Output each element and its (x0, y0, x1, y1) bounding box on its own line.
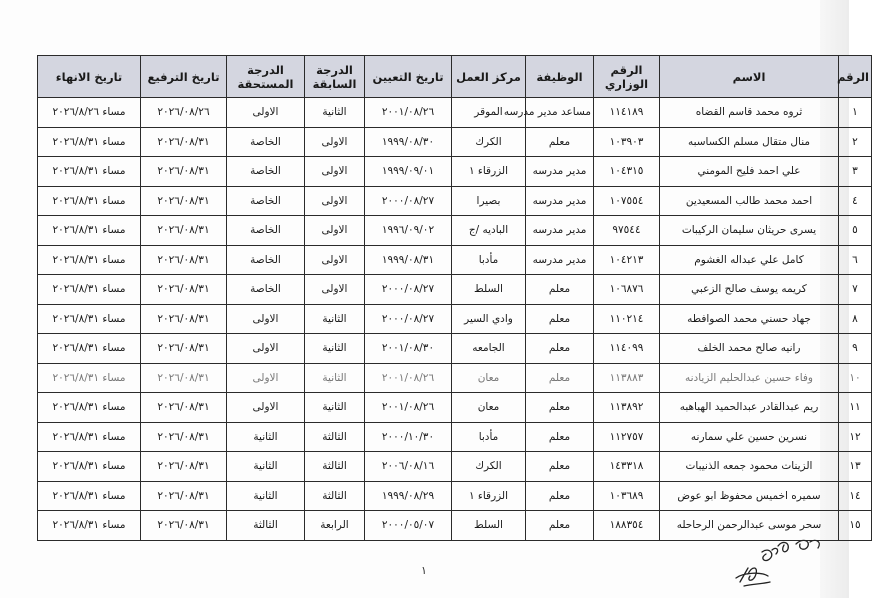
cell-name: نسرين حسين علي سمارنه (660, 422, 839, 452)
cell-job: مدير مدرسه (526, 157, 594, 187)
header-end-date: تاريخ الانهاء (38, 56, 141, 98)
cell-ministry-id: ١٠٣٦٨٩ (594, 481, 660, 511)
cell-prev-grade: الثالثة (305, 481, 365, 511)
cell-ministry-id: ١٠٤٣١٥ (594, 157, 660, 187)
cell-name: الزينات محمود جمعه الذنيبات (660, 452, 839, 482)
cell-promotion-date: ٢٠٢٦/٠٨/٣١ (141, 304, 227, 334)
cell-num: ١٠ (839, 363, 872, 393)
table-row (38, 98, 872, 128)
header-ministry-id: الرقم الوزاري (594, 56, 660, 98)
table-row (38, 127, 872, 157)
cell-work-center: الزرقاء ١ (452, 481, 526, 511)
cell-promotion-date: ٢٠٢٦/٠٨/٣١ (141, 363, 227, 393)
cell-job: معلم (526, 422, 594, 452)
cell-job: معلم (526, 275, 594, 305)
cell-work-center: معان (452, 393, 526, 423)
cell-prev-grade: الاولى (305, 127, 365, 157)
cell-work-center: مأدبا (452, 245, 526, 275)
cell-end-date: مساء ٢٠٢٦/٨/٢٦ (38, 98, 141, 128)
table-row (38, 157, 872, 187)
cell-num: ١٤ (839, 481, 872, 511)
cell-work-center: بصيرا (452, 186, 526, 216)
cell-prev-grade: الثانية (305, 98, 365, 128)
cell-work-center: السلط (452, 275, 526, 305)
cell-appointment-date: ٢٠٠١/٠٨/٢٦ (365, 98, 452, 128)
cell-name: جهاد حسني محمد الصوافطه (660, 304, 839, 334)
promotion-table (37, 55, 872, 541)
cell-work-center: الجامعه (452, 334, 526, 364)
cell-due-grade: الثانية (227, 452, 305, 482)
cell-num: ١٥ (839, 511, 872, 541)
cell-work-center: الكرك (452, 452, 526, 482)
cell-end-date: مساء ٢٠٢٦/٨/٣١ (38, 275, 141, 305)
cell-num: ٢ (839, 127, 872, 157)
cell-work-center: وادي السير (452, 304, 526, 334)
cell-name: احمد محمد طالب المسعيدين (660, 186, 839, 216)
cell-due-grade: الخاصة (227, 275, 305, 305)
cell-end-date: مساء ٢٠٢٦/٨/٣١ (38, 363, 141, 393)
header-name: الاسم (660, 56, 839, 98)
cell-num: ٥ (839, 216, 872, 246)
cell-promotion-date: ٢٠٢٦/٠٨/٢٦ (141, 98, 227, 128)
cell-due-grade: الخاصة (227, 157, 305, 187)
cell-num: ٦ (839, 245, 872, 275)
cell-promotion-date: ٢٠٢٦/٠٨/٣١ (141, 393, 227, 423)
header-prev-grade: الدرجة السابقة (305, 56, 365, 98)
table-row (38, 363, 872, 393)
cell-end-date: مساء ٢٠٢٦/٨/٣١ (38, 304, 141, 334)
cell-end-date: مساء ٢٠٢٦/٨/٣١ (38, 216, 141, 246)
cell-ministry-id: ١٠٧٥٥٤ (594, 186, 660, 216)
cell-due-grade: الاولى (227, 393, 305, 423)
cell-appointment-date: ٢٠٠٠/١٠/٣٠ (365, 422, 452, 452)
table-row (38, 275, 872, 305)
cell-ministry-id: ١١٤٠٩٩ (594, 334, 660, 364)
header-appointment-date: تاريخ التعيين (365, 56, 452, 98)
cell-work-center: معان (452, 363, 526, 393)
table-row (38, 186, 872, 216)
cell-name: ريم عبدالقادر عبدالحميد الهباهبه (660, 393, 839, 423)
cell-appointment-date: ١٩٩٩/٠٩/٠١ (365, 157, 452, 187)
cell-prev-grade: الثالثة (305, 422, 365, 452)
cell-prev-grade: الرابعة (305, 511, 365, 541)
cell-prev-grade: الثانية (305, 304, 365, 334)
cell-due-grade: الخاصة (227, 186, 305, 216)
cell-prev-grade: الثانية (305, 334, 365, 364)
cell-end-date: مساء ٢٠٢٦/٨/٣١ (38, 422, 141, 452)
table-row (38, 334, 872, 364)
cell-end-date: مساء ٢٠٢٦/٨/٣١ (38, 245, 141, 275)
cell-job: مدير مدرسه (526, 186, 594, 216)
cell-end-date: مساء ٢٠٢٦/٨/٣١ (38, 157, 141, 187)
cell-appointment-date: ٢٠٠٠/٠٨/٢٧ (365, 275, 452, 305)
cell-ministry-id: ١١٤١٨٩ (594, 98, 660, 128)
cell-end-date: مساء ٢٠٢٦/٨/٣١ (38, 186, 141, 216)
cell-num: ٨ (839, 304, 872, 334)
cell-due-grade: الخاصة (227, 245, 305, 275)
cell-job: مدير مدرسه (526, 245, 594, 275)
cell-due-grade: الاولى (227, 363, 305, 393)
cell-prev-grade: الثانية (305, 393, 365, 423)
cell-ministry-id: ١١٣٨٨٣ (594, 363, 660, 393)
cell-ministry-id: ١١٠٢١٤ (594, 304, 660, 334)
cell-appointment-date: ٢٠٠١/٠٨/٢٦ (365, 393, 452, 423)
cell-due-grade: الاولى (227, 98, 305, 128)
cell-num: ٩ (839, 334, 872, 364)
cell-work-center: الباديه /ج (452, 216, 526, 246)
cell-name: كامل علي عبداله الغشوم (660, 245, 839, 275)
cell-job: معلم (526, 334, 594, 364)
cell-name: رانيه صالح محمد الخلف (660, 334, 839, 364)
cell-due-grade: الثانية (227, 422, 305, 452)
cell-due-grade: الخاصة (227, 216, 305, 246)
cell-num: ١٣ (839, 452, 872, 482)
cell-work-center: مأدبا (452, 422, 526, 452)
table-header-row (38, 56, 872, 98)
cell-ministry-id: ٩٧٥٤٤ (594, 216, 660, 246)
header-work-center: مركز العمل (452, 56, 526, 98)
cell-due-grade: الثانية (227, 481, 305, 511)
cell-ministry-id: ١٠٦٨٧٦ (594, 275, 660, 305)
cell-promotion-date: ٢٠٢٦/٠٨/٣١ (141, 245, 227, 275)
cell-appointment-date: ٢٠٠٠/٠٨/٢٧ (365, 186, 452, 216)
cell-num: ٣ (839, 157, 872, 187)
cell-due-grade: الاولى (227, 334, 305, 364)
header-job: الوظيفة (526, 56, 594, 98)
cell-job: معلم (526, 304, 594, 334)
cell-job: معلم (526, 481, 594, 511)
cell-end-date: مساء ٢٠٢٦/٨/٣١ (38, 511, 141, 541)
cell-appointment-date: ٢٠٠٠/٠٥/٠٧ (365, 511, 452, 541)
table-row (38, 216, 872, 246)
cell-name: منال متقال مسلم الكساسبه (660, 127, 839, 157)
table-row (38, 245, 872, 275)
cell-work-center: الموقر (452, 98, 526, 128)
table-row (38, 481, 872, 511)
cell-num: ١٢ (839, 422, 872, 452)
cell-num: ١١ (839, 393, 872, 423)
cell-due-grade: الثالثة (227, 511, 305, 541)
cell-job: مدير مدرسه (526, 216, 594, 246)
cell-appointment-date: ٢٠٠٦/٠٨/١٦ (365, 452, 452, 482)
cell-promotion-date: ٢٠٢٦/٠٨/٣١ (141, 186, 227, 216)
cell-appointment-date: ١٩٩٩/٠٨/٢٩ (365, 481, 452, 511)
cell-due-grade: الاولى (227, 304, 305, 334)
cell-ministry-id: ١٠٣٩٠٣ (594, 127, 660, 157)
table-row (38, 304, 872, 334)
cell-name: سحر موسى عبدالرحمن الرحاحله (660, 511, 839, 541)
cell-prev-grade: الاولى (305, 275, 365, 305)
cell-job: معلم (526, 511, 594, 541)
cell-promotion-date: ٢٠٢٦/٠٨/٣١ (141, 275, 227, 305)
cell-name: يسرى حريثان سليمان الركيبات (660, 216, 839, 246)
cell-job: معلم (526, 363, 594, 393)
cell-appointment-date: ١٩٩٩/٠٨/٣١ (365, 245, 452, 275)
cell-promotion-date: ٢٠٢٦/٠٨/٣١ (141, 127, 227, 157)
cell-appointment-date: ٢٠٠١/٠٨/٢٦ (365, 363, 452, 393)
cell-prev-grade: الثالثة (305, 452, 365, 482)
cell-name: ثروه محمد قاسم القضاه (660, 98, 839, 128)
cell-num: ١ (839, 98, 872, 128)
cell-promotion-date: ٢٠٢٦/٠٨/٣١ (141, 157, 227, 187)
cell-job: مساعد مدير مدرسه (526, 98, 594, 128)
cell-name: وفاء حسين عبدالحليم الزيادنه (660, 363, 839, 393)
cell-ministry-id: ١٨٨٣٥٤ (594, 511, 660, 541)
cell-num: ٧ (839, 275, 872, 305)
cell-prev-grade: الاولى (305, 186, 365, 216)
cell-ministry-id: ١٠٤٢١٣ (594, 245, 660, 275)
cell-work-center: الكرك (452, 127, 526, 157)
handwritten-signature (718, 532, 828, 590)
cell-appointment-date: ١٩٩٦/٠٩/٠٢ (365, 216, 452, 246)
cell-end-date: مساء ٢٠٢٦/٨/٣١ (38, 393, 141, 423)
cell-due-grade: الخاصة (227, 127, 305, 157)
cell-ministry-id: ١١٣٨٩٢ (594, 393, 660, 423)
cell-end-date: مساء ٢٠٢٦/٨/٣١ (38, 127, 141, 157)
cell-end-date: مساء ٢٠٢٦/٨/٣١ (38, 481, 141, 511)
cell-prev-grade: الثانية (305, 363, 365, 393)
cell-work-center: الزرقاء ١ (452, 157, 526, 187)
cell-prev-grade: الاولى (305, 245, 365, 275)
cell-promotion-date: ٢٠٢٦/٠٨/٣١ (141, 481, 227, 511)
table-row (38, 452, 872, 482)
page-number: ١ (421, 564, 427, 577)
cell-promotion-date: ٢٠٢٦/٠٨/٣١ (141, 452, 227, 482)
cell-ministry-id: ١٤٣٣١٨ (594, 452, 660, 482)
cell-appointment-date: ١٩٩٩/٠٨/٣٠ (365, 127, 452, 157)
cell-name: سميره اخميس محفوظ ابو عوض (660, 481, 839, 511)
cell-promotion-date: ٢٠٢٦/٠٨/٣١ (141, 334, 227, 364)
cell-prev-grade: الاولى (305, 216, 365, 246)
cell-appointment-date: ٢٠٠٠/٠٨/٢٧ (365, 304, 452, 334)
header-promotion-date: تاريخ الترفيع (141, 56, 227, 98)
cell-job: معلم (526, 393, 594, 423)
cell-promotion-date: ٢٠٢٦/٠٨/٣١ (141, 422, 227, 452)
table-row (38, 393, 872, 423)
header-due-grade: الدرجة المستحقة (227, 56, 305, 98)
table-row (38, 422, 872, 452)
cell-name: كريمه يوسف صالح الزعبي (660, 275, 839, 305)
cell-job: معلم (526, 452, 594, 482)
cell-ministry-id: ١١٢٧٥٧ (594, 422, 660, 452)
cell-prev-grade: الاولى (305, 157, 365, 187)
cell-end-date: مساء ٢٠٢٦/٨/٣١ (38, 334, 141, 364)
cell-name: علي احمد فليح المومني (660, 157, 839, 187)
cell-end-date: مساء ٢٠٢٦/٨/٣١ (38, 452, 141, 482)
cell-job: معلم (526, 127, 594, 157)
cell-work-center: السلط (452, 511, 526, 541)
cell-promotion-date: ٢٠٢٦/٠٨/٣١ (141, 511, 227, 541)
header-num: الرقم (839, 56, 872, 98)
cell-appointment-date: ٢٠٠١/٠٨/٣٠ (365, 334, 452, 364)
cell-promotion-date: ٢٠٢٦/٠٨/٣١ (141, 216, 227, 246)
cell-num: ٤ (839, 186, 872, 216)
